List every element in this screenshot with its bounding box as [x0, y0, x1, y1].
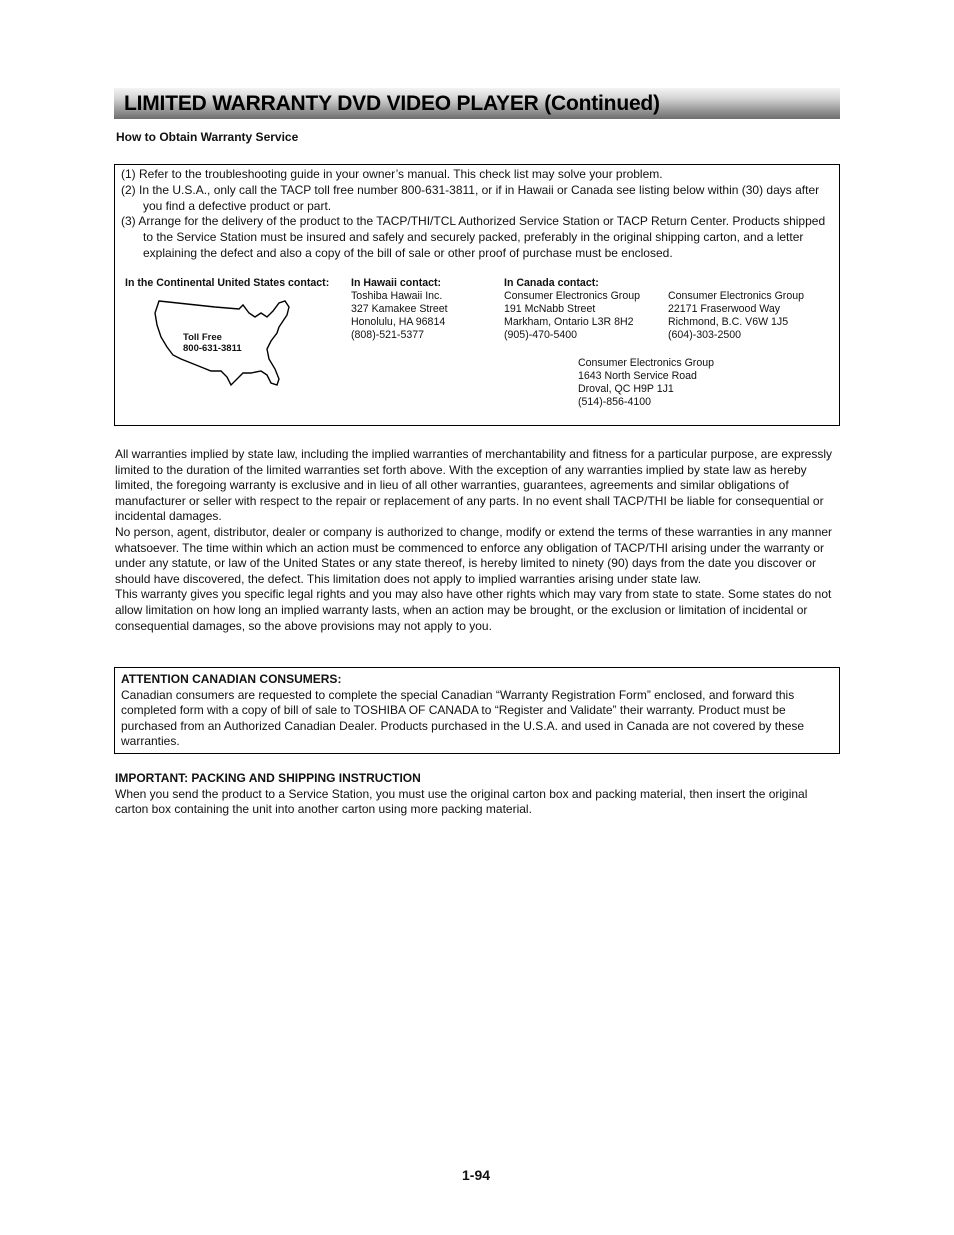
canada-line: Consumer Electronics Group — [578, 357, 715, 369]
canada-line: Consumer Electronics Group — [668, 290, 805, 302]
attention-text: Canadian consumers are requested to complete the special Canadian “Warranty Registration Form” enclosed, and forward this completed form with a copy of bill of sale to TOSHIBA OF CANADA to “Register and Validate” their warranty. Product must be purchased from an Authorized Canadian Dealer. Products purchased in the U.S.A. and used in Canada are not covered by these warranties. — [121, 687, 805, 749]
step-1: (1) Refer to the troubleshooting guide in your owner’s manual. This check list may solve your problem. — [121, 167, 663, 181]
steps-list — [121, 167, 833, 262]
terms-paragraph: No person, agent, distributor, dealer or company is authorized to change, modify or extend the terms of these warranties in any manner whatsoever. The time within which an action must be commenced to enforce any obligation of TACP/THI arising under the warranty or under any statute, or law of the United States or any state thereof, is hereby limited to ninety (90) days from the date you discover or should have discovered, the defect. This limitation does not apply to implied warranties arising under state law. — [115, 524, 833, 586]
attention-heading: ATTENTION CANADIAN CONSUMERS: — [121, 672, 342, 686]
canada-line: 22171 Fraserwood Way — [668, 303, 781, 315]
hawaii-contact — [351, 277, 448, 342]
hawaii-line: 327 Kamakee Street — [351, 303, 448, 315]
hawaii-line: (808)-521-5377 — [351, 329, 425, 341]
warranty-terms — [115, 447, 839, 634]
toll-free-number: 800-631-3811 — [183, 343, 242, 354]
canada-line: Richmond, B.C. V6W 1J5 — [668, 316, 789, 328]
title-bar — [114, 88, 840, 119]
canada-contact-label: In Canada contact: — [504, 277, 599, 289]
section-heading: How to Obtain Warranty Service — [116, 130, 299, 144]
canada-line: Consumer Electronics Group — [504, 290, 641, 302]
important-text: When you send the product to a Service Station, you must use the original carton box and packing material, then insert the original carton box containing the unit into another carton using more packing material. — [115, 786, 808, 817]
toll-free-info — [183, 332, 242, 354]
canada-line: (604)-303-2500 — [668, 329, 742, 341]
canada-contact-droval — [578, 357, 714, 409]
canada-line: 1643 North Service Road — [578, 370, 697, 382]
canada-line: 191 McNabb Street — [504, 303, 596, 315]
warranty-service-box — [114, 164, 840, 426]
canada-line: Markham, Ontario L3R 8H2 — [504, 316, 634, 328]
canadian-consumers-box — [114, 667, 840, 754]
hawaii-contact-label: In Hawaii contact: — [351, 277, 442, 289]
page-title: LIMITED WARRANTY DVD VIDEO PLAYER (Continued) — [124, 92, 660, 115]
canada-line: (514)-856-4100 — [578, 396, 652, 408]
canada-contact-markham — [504, 277, 640, 342]
canada-line: (905)-470-5400 — [504, 329, 578, 341]
page-number: 1-94 — [462, 1167, 491, 1183]
hawaii-line: Toshiba Hawaii Inc. — [351, 290, 443, 302]
step-2: (2) In the U.S.A., only call the TACP toll free number 800-631-3811, or if in Hawaii or Canada see listing below within (30) days after you find a defective product or part. — [121, 182, 820, 213]
step-3: (3) Arrange for the delivery of the product to the TACP/THI/TCL Authorized Service Station or TACP Return Center. Products shipped to the Service Station must be insured and safely and securely packed, preferably in the original shipping carton, and a letter explaining the defect and also a copy of the bill of sale or other proof of purchase must be enclosed. — [121, 214, 826, 260]
terms-paragraph: This warranty gives you specific legal rights and you may also have other rights which may vary from state to state. Some states do not allow limitation on how long an implied warranty lasts, when an action may be brought, or the exclusion or limitation of incidental or consequential damages, so the above provisions may not apply to you. — [115, 587, 832, 633]
hawaii-line: Honolulu, HA 96814 — [351, 316, 446, 328]
us-contact-label: In the Continental United States contact: — [125, 277, 330, 289]
packing-instruction — [115, 771, 839, 818]
canada-contact-richmond — [668, 290, 804, 342]
toll-free-label: Toll Free — [183, 332, 222, 343]
important-heading: IMPORTANT: PACKING AND SHIPPING INSTRUCTION — [115, 771, 421, 785]
canada-line: Droval, QC H9P 1J1 — [578, 383, 674, 395]
terms-paragraph: All warranties implied by state law, including the implied warranties of merchantability and fitness for a particular purpose, are expressly limited to the duration of the limited warranties set forth above. With the exception of any warranties implied by state law as hereby limited, the foregoing warranty is exclusive and in lieu of all other warranties, guarantees, agreements and similar obligations of manufacturer or seller with respect to the repair or replacement of any parts. In no event shall TACP/THI be liable for consequential or incidental damages. — [115, 447, 833, 524]
